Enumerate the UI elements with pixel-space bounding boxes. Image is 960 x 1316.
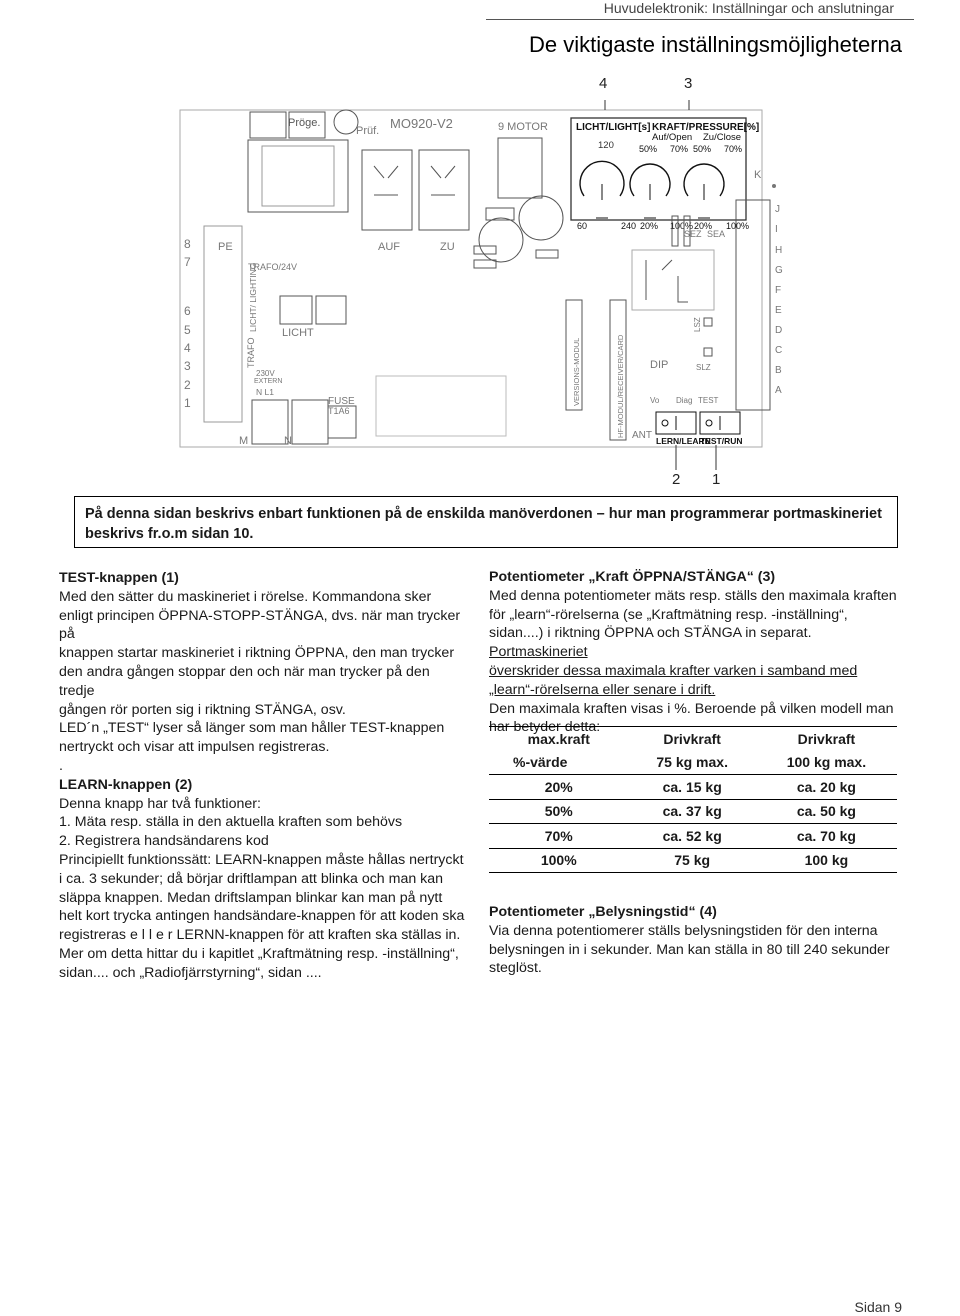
- label-3: 3: [184, 359, 191, 373]
- label-h: H: [775, 245, 783, 256]
- callout-3: 3: [684, 75, 693, 92]
- label-versions-modul: VERSIONS-MODUL: [572, 337, 581, 406]
- label-120: 120: [598, 140, 614, 151]
- header-rule: [486, 19, 914, 20]
- text-line: steglöst.: [489, 960, 542, 977]
- left-column: [59, 569, 469, 983]
- label-6: 6: [184, 304, 191, 318]
- table-header: max.kraft: [489, 727, 629, 751]
- circuit-board-diagram: [176, 100, 786, 470]
- label-70a: 70%: [670, 144, 689, 154]
- label-pe: PE: [218, 241, 233, 253]
- label-1: 1: [184, 396, 191, 410]
- text-line: LED´n „TEST“ lyser så länger som man håller TEST-knappen: [59, 720, 445, 737]
- callout-2: 2: [672, 471, 681, 488]
- table-subheader: %-värde: [489, 751, 629, 775]
- text-line: sidan.... och „Radiofjärrstyrning“, sidan ....: [59, 964, 322, 981]
- label-model: MO920-V2: [390, 116, 453, 131]
- label-test-run: TEST/RUN: [700, 436, 743, 446]
- label-licht-light: LICHT/LIGHT[s]: [576, 122, 651, 133]
- text-line: Med den sätter du maskineriet i rörelse. Kommandona sker: [59, 588, 432, 605]
- text-line: 2. Registrera handsändarens kod: [59, 833, 269, 850]
- text-line: „learn“-rörelserna eller senare i drift.: [489, 681, 716, 698]
- label-7: 7: [184, 255, 191, 269]
- table-header: Drivkraft: [756, 727, 897, 751]
- table-header: Drivkraft: [629, 727, 756, 751]
- callout-1: 1: [712, 471, 721, 488]
- label-diag: Diag: [676, 396, 693, 405]
- table-row: [489, 775, 897, 800]
- text-line: belysningen in i sekunder. Man kan ställa in 80 till 240 sekunder: [489, 941, 890, 958]
- table-subheader: 75 kg max.: [629, 751, 756, 775]
- text-line: 1. Mäta resp. ställa in den aktuella kraften som behövs: [59, 814, 403, 831]
- text-line: registreras e l l e r LERNN-knappen för att kraften ska ställas in.: [59, 927, 461, 944]
- label-20a: 20%: [640, 221, 659, 231]
- text-line: nertryckt och visar att impulsen registreras.: [59, 739, 330, 756]
- label-2: 2: [184, 378, 191, 392]
- text-line: Via denna potentiomerer ställs belysningstiden för den interna: [489, 922, 878, 939]
- table-row: [489, 848, 897, 873]
- label-fuse-val: T1A6: [328, 406, 350, 416]
- label-4: 4: [184, 341, 191, 355]
- label-pruef: Prüf.: [356, 125, 380, 137]
- page-title: De viktigaste inställningsmöjligheterna: [529, 32, 902, 57]
- table-row: [489, 799, 897, 824]
- table-subheader: 100 kg max.: [756, 751, 897, 775]
- text-line: i ca. 3 sekunder; då börjar driftlampan att blinka och man kan: [59, 870, 444, 887]
- label-n-l1: N L1: [256, 387, 274, 397]
- table-cell: 100%: [489, 848, 629, 873]
- label-trafo24: TRAFO/24V: [248, 262, 298, 272]
- table-cell: ca. 52 kg: [629, 824, 756, 849]
- learn-heading: LEARN-knappen (2): [59, 776, 193, 793]
- force-table: [489, 726, 897, 873]
- label-dip: DIP: [650, 359, 669, 371]
- label-licht: LICHT: [282, 327, 314, 339]
- label-240: 240: [621, 221, 637, 231]
- label-hf-modul: HF-MODUL/RECEIVER/CARD: [616, 334, 625, 438]
- label-n: N: [284, 435, 292, 447]
- table-row: [489, 824, 897, 849]
- text-line: Denna knapp har två funktioner:: [59, 795, 261, 812]
- table-cell: 75 kg: [629, 848, 756, 873]
- label-230v: 230V: [256, 369, 275, 378]
- text-line: Med denna potentiometer mäts resp. ställs den maximala kraften: [489, 587, 897, 604]
- table-cell: 20%: [489, 775, 629, 800]
- right-column-bottom: [489, 903, 909, 978]
- label-m: M: [239, 435, 249, 447]
- label-b: B: [775, 365, 782, 376]
- table-cell: ca. 37 kg: [629, 799, 756, 824]
- pot3-heading: Potentiometer „Kraft ÖPPNA/STÄNGA“ (3): [489, 569, 776, 585]
- label-fuse: FUSE: [328, 396, 355, 407]
- text-line: .: [59, 757, 63, 774]
- label-g: G: [775, 265, 783, 276]
- text-line: Mer om detta hittar du i kapitlet „Kraftmätning resp. -inställning“,: [59, 945, 459, 962]
- label-licht-lighting: LICHT/ LIGHTING: [248, 262, 258, 332]
- table-cell: ca. 50 kg: [756, 799, 897, 824]
- test-heading: TEST-knappen (1): [59, 570, 179, 586]
- pot4-heading: Potentiometer „Belysningstid“ (4): [489, 904, 717, 920]
- label-slz: SLZ: [696, 363, 711, 372]
- section-header: Huvudelektronik: Inställningar och anslutningar: [603, 0, 894, 16]
- table-cell: ca. 70 kg: [756, 824, 897, 849]
- table-cell: ca. 15 kg: [629, 775, 756, 800]
- label-50b: 50%: [693, 144, 712, 154]
- callout-4: 4: [599, 75, 608, 92]
- label-5: 5: [184, 323, 191, 337]
- note-box: På denna sidan beskrivs enbart funktionen på de enskilda manöverdonen – hur man programmerar portmaskineriet beskrivs fr.o.m sidan 10.: [74, 496, 898, 548]
- text-line: Den maximala kraften visas i %. Beroende på vilken modell man: [489, 700, 894, 717]
- text-line: Principiellt funktionssätt: LEARN-knappen måste hållas nertryckt: [59, 851, 464, 868]
- label-d: D: [775, 325, 783, 336]
- label-f: F: [775, 285, 782, 296]
- text-line: släppa knappen. Medan driftslampan blinkar kan man på nytt: [59, 889, 443, 906]
- label-sea: SEA: [707, 229, 726, 239]
- label-70b: 70%: [724, 144, 743, 154]
- label-a: A: [775, 385, 782, 396]
- label-100b: 100%: [726, 221, 750, 231]
- label-kraft-pressure: KRAFT/PRESSURE[%]: [652, 122, 760, 133]
- label-sez: SEZ: [684, 229, 702, 239]
- label-8: 8: [184, 237, 191, 251]
- label-zu-close: Zu/Close: [703, 132, 742, 143]
- table-cell: ca. 20 kg: [756, 775, 897, 800]
- label-k: K: [754, 169, 762, 181]
- label-c: C: [775, 345, 783, 356]
- label-50a: 50%: [639, 144, 658, 154]
- page-number: Sidan 9: [854, 1299, 902, 1315]
- label-extern: EXTERN: [254, 378, 283, 385]
- text-line: helt kort trycka antingen handsändare-knappen för att koden ska: [59, 908, 465, 925]
- label-j: J: [775, 204, 780, 215]
- label-test: TEST: [698, 396, 719, 405]
- text-line: den andra gången stoppar den och när man trycker på den tredje: [59, 663, 430, 699]
- label-motor: 9 MOTOR: [498, 121, 548, 133]
- label-lern-learn: LERN/LEARN: [656, 436, 711, 446]
- text-line: enligt principen ÖPPNA-STOPP-STÄNGA, dvs. när man trycker på: [59, 607, 461, 643]
- text-line: sidan....) i riktning ÖPPNA och STÄNGA in separat. Portmaskineriet: [489, 625, 812, 661]
- label-i: I: [775, 224, 778, 235]
- label-20b: 20%: [694, 221, 713, 231]
- label-auf-open: Auf/Open: [652, 132, 693, 143]
- text-line: knappen startar maskineriet i riktning ÖPPNA, den man trycker: [59, 645, 455, 662]
- table-cell: 70%: [489, 824, 629, 849]
- text-line: gången rör porten sig i riktning STÄNGA, osv.: [59, 701, 346, 718]
- text-line: överskrider dessa maximala krafter varken i samband med: [489, 662, 858, 679]
- label-auf: AUF: [378, 241, 400, 253]
- label-zu: ZU: [440, 241, 455, 253]
- right-column-top: [489, 568, 909, 737]
- label-60: 60: [577, 221, 588, 231]
- table-cell: 100 kg: [756, 848, 897, 873]
- label-vo: Vo: [650, 396, 660, 405]
- label-trafo: TRAFO: [246, 337, 256, 368]
- label-lsz: LSZ: [693, 317, 702, 332]
- label-e: E: [775, 305, 782, 316]
- label-ant: ANT: [632, 430, 652, 441]
- text-line: har betyder detta:: [489, 719, 601, 736]
- label-100a: 100%: [670, 221, 694, 231]
- label-proege: Pröge.: [288, 117, 321, 129]
- table-cell: 50%: [489, 799, 629, 824]
- text-line: för „learn“-rörelserna (se „Kraftmätning resp. -inställning“,: [489, 606, 848, 623]
